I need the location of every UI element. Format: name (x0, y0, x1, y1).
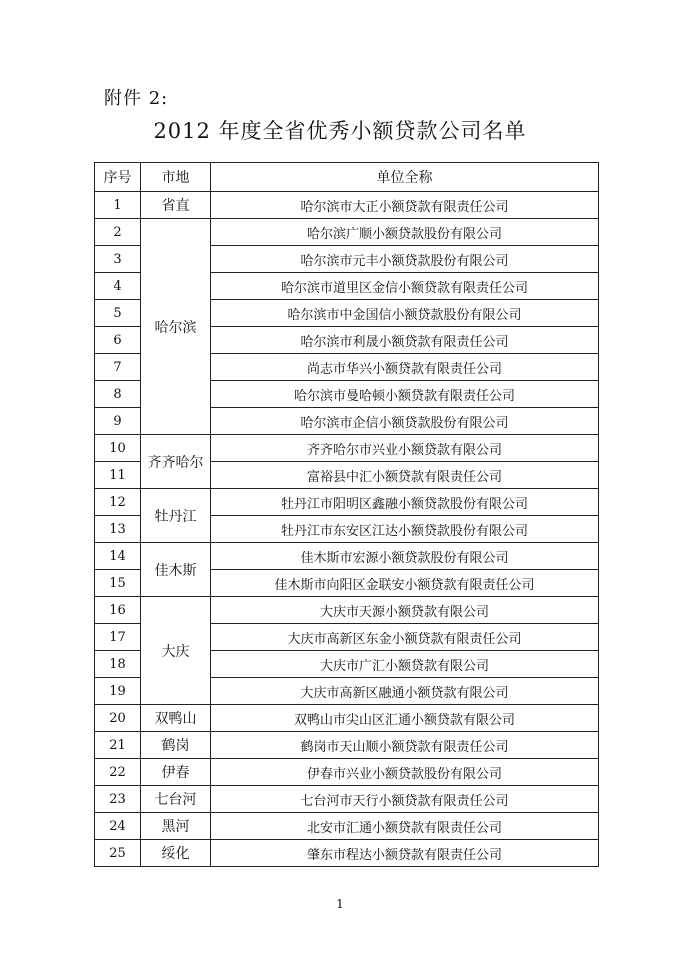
attachment-label: 附件 2: (104, 88, 169, 109)
row-serial-number: 23 (95, 786, 141, 813)
company-list-table (94, 162, 599, 867)
table-row (95, 192, 599, 219)
row-city: 省直 (141, 192, 211, 219)
row-serial-number: 21 (95, 732, 141, 759)
row-city: 鹤岗 (141, 732, 211, 759)
table-row (95, 435, 599, 462)
table-row (95, 759, 599, 786)
row-company-name: 尚志市华兴小额贷款有限责任公司 (211, 354, 599, 381)
row-company-name: 大庆市高新区融通小额贷款有限公司 (211, 678, 599, 705)
row-serial-number: 13 (95, 516, 141, 543)
row-city: 黑河 (141, 813, 211, 840)
row-serial-number: 10 (95, 435, 141, 462)
row-company-name: 哈尔滨市曼哈顿小额贷款有限责任公司 (211, 381, 599, 408)
row-company-name: 双鸭山市尖山区汇通小额贷款有限公司 (211, 705, 599, 732)
row-company-name: 哈尔滨广顺小额贷款股份有限公司 (211, 219, 599, 246)
row-company-name: 哈尔滨市元丰小额贷款股份有限公司 (211, 246, 599, 273)
row-serial-number: 25 (95, 840, 141, 867)
row-serial-number: 5 (95, 300, 141, 327)
row-city: 哈尔滨 (141, 219, 211, 435)
row-serial-number: 11 (95, 462, 141, 489)
row-company-name: 肇东市程达小额贷款有限责任公司 (211, 840, 599, 867)
row-serial-number: 3 (95, 246, 141, 273)
row-company-name: 七台河市天行小额贷款有限责任公司 (211, 786, 599, 813)
row-serial-number: 16 (95, 597, 141, 624)
row-serial-number: 14 (95, 543, 141, 570)
row-serial-number: 24 (95, 813, 141, 840)
table-row (95, 732, 599, 759)
row-serial-number: 22 (95, 759, 141, 786)
row-company-name: 齐齐哈尔市兴业小额贷款有限公司 (211, 435, 599, 462)
table-row (95, 219, 599, 246)
row-city: 佳木斯 (141, 543, 211, 597)
table-row (95, 705, 599, 732)
row-city: 绥化 (141, 840, 211, 867)
row-company-name: 富裕县中汇小额贷款有限责任公司 (211, 462, 599, 489)
row-city: 齐齐哈尔 (141, 435, 211, 489)
table-row (95, 543, 599, 570)
row-company-name: 哈尔滨市利晟小额贷款有限责任公司 (211, 327, 599, 354)
row-company-name: 佳木斯市宏源小额贷款股份有限公司 (211, 543, 599, 570)
row-serial-number: 2 (95, 219, 141, 246)
row-company-name: 哈尔滨市大正小额贷款有限责任公司 (211, 192, 599, 219)
row-company-name: 哈尔滨市道里区金信小额贷款有限责任公司 (211, 273, 599, 300)
row-company-name: 大庆市天源小额贷款有限公司 (211, 597, 599, 624)
row-serial-number: 18 (95, 651, 141, 678)
row-serial-number: 15 (95, 570, 141, 597)
table-row (95, 840, 599, 867)
table-row (95, 597, 599, 624)
row-city: 七台河 (141, 786, 211, 813)
page-number: 1 (336, 897, 344, 911)
table-body (95, 192, 599, 867)
table-row (95, 786, 599, 813)
row-serial-number: 12 (95, 489, 141, 516)
row-city: 牡丹江 (141, 489, 211, 543)
header-company-name: 单位全称 (211, 163, 599, 192)
row-company-name: 牡丹江市东安区江达小额贷款股份有限公司 (211, 516, 599, 543)
row-company-name: 大庆市高新区东金小额贷款有限责任公司 (211, 624, 599, 651)
table-header-row (95, 163, 599, 192)
row-city: 伊春 (141, 759, 211, 786)
row-company-name: 哈尔滨市中金国信小额贷款股份有限公司 (211, 300, 599, 327)
row-serial-number: 6 (95, 327, 141, 354)
table-row (95, 813, 599, 840)
row-serial-number: 20 (95, 705, 141, 732)
table-row (95, 489, 599, 516)
row-company-name: 伊春市兴业小额贷款股份有限公司 (211, 759, 599, 786)
row-serial-number: 1 (95, 192, 141, 219)
row-serial-number: 19 (95, 678, 141, 705)
row-serial-number: 7 (95, 354, 141, 381)
row-serial-number: 9 (95, 408, 141, 435)
document-title: 2012 年度全省优秀小额贷款公司名单 (153, 119, 527, 143)
row-company-name: 大庆市广汇小额贷款有限公司 (211, 651, 599, 678)
header-serial-number: 序号 (95, 163, 141, 192)
row-company-name: 哈尔滨市企信小额贷款股份有限公司 (211, 408, 599, 435)
row-company-name: 鹤岗市天山顺小额贷款有限责任公司 (211, 732, 599, 759)
row-serial-number: 4 (95, 273, 141, 300)
header-city: 市地 (141, 163, 211, 192)
row-city: 双鸭山 (141, 705, 211, 732)
row-company-name: 北安市汇通小额贷款有限责任公司 (211, 813, 599, 840)
row-city: 大庆 (141, 597, 211, 705)
row-company-name: 牡丹江市阳明区鑫融小额贷款股份有限公司 (211, 489, 599, 516)
row-company-name: 佳木斯市向阳区金联安小额贷款有限责任公司 (211, 570, 599, 597)
row-serial-number: 17 (95, 624, 141, 651)
row-serial-number: 8 (95, 381, 141, 408)
